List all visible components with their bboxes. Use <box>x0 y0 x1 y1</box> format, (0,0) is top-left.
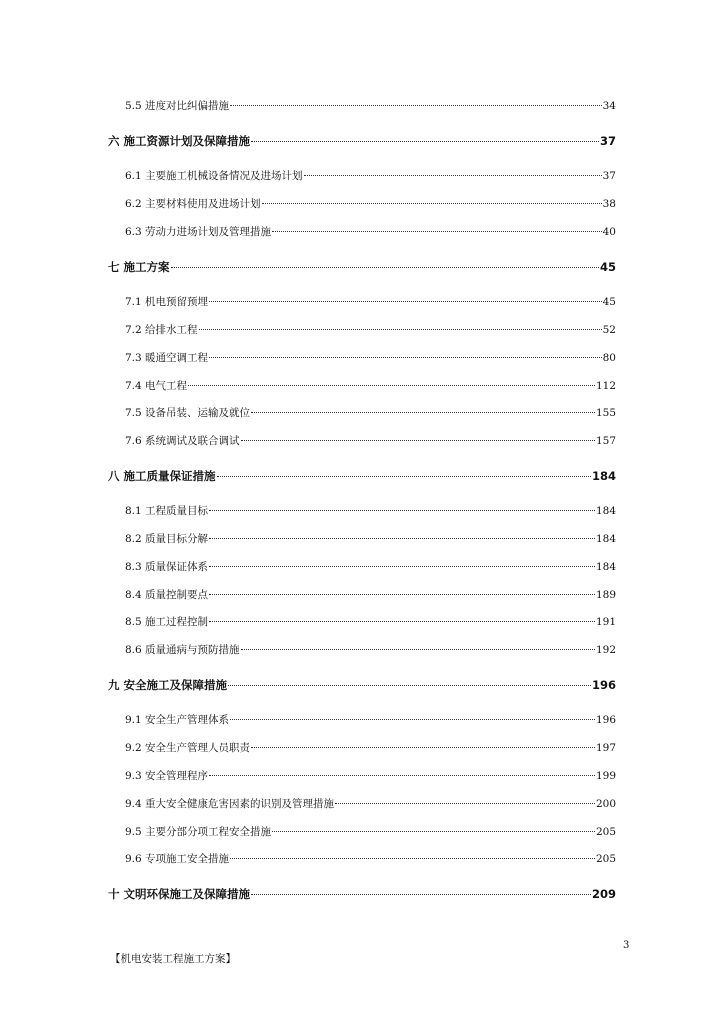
toc-entry[interactable] <box>125 824 616 842</box>
toc-entry[interactable] <box>125 740 616 758</box>
toc-chapter-page: 45 <box>599 260 616 274</box>
toc-chapter[interactable] <box>108 468 616 486</box>
toc-chapter[interactable] <box>108 886 616 904</box>
toc-entry[interactable] <box>125 350 616 368</box>
toc-chapter[interactable] <box>108 259 616 277</box>
toc-entry-title: 7.3 暖通空调工程 <box>125 352 209 364</box>
toc-entry-page: 205 <box>595 826 616 838</box>
toc-entry-title: 8.3 质量保证体系 <box>125 561 209 573</box>
toc-entry[interactable] <box>125 378 616 396</box>
toc-entry[interactable] <box>125 642 616 660</box>
dot-leader <box>209 566 595 567</box>
toc-entry-title: 9.6 专项施工安全措施 <box>125 853 230 865</box>
toc-entry-title: 6.2 主要材料使用及进场计划 <box>125 198 261 210</box>
toc-entry[interactable] <box>125 224 616 242</box>
dot-leader <box>209 621 595 622</box>
toc-entry-title: 9.2 安全生产管理人员职责 <box>125 742 251 754</box>
dot-leader <box>251 747 595 748</box>
dot-leader <box>251 412 595 413</box>
toc-entry-title: 7.4 电气工程 <box>125 380 188 392</box>
toc-entry-title: 8.2 质量目标分解 <box>125 533 209 545</box>
toc-chapter-title: 九 安全施工及保障措施 <box>108 678 228 692</box>
toc-entry[interactable] <box>125 559 616 577</box>
dot-leader <box>262 203 602 204</box>
toc-entry-page: 184 <box>595 505 616 517</box>
dot-leader <box>217 476 591 477</box>
toc-entry-page: 189 <box>595 589 616 601</box>
dot-leader <box>335 803 595 804</box>
toc-entry[interactable] <box>125 587 616 605</box>
toc-entry-page: 197 <box>595 742 616 754</box>
dot-leader <box>199 329 602 330</box>
toc-entry-page: 196 <box>595 714 616 726</box>
toc-chapter-title: 七 施工方案 <box>108 260 170 274</box>
toc-chapter[interactable] <box>108 677 616 695</box>
toc-entry-page: 200 <box>595 798 616 810</box>
dot-leader <box>209 775 595 776</box>
toc-entry[interactable] <box>125 433 616 451</box>
toc-entry[interactable] <box>125 531 616 549</box>
toc-entry-title: 7.6 系统调试及联合调试 <box>125 435 240 447</box>
toc-entry-page: 40 <box>602 226 616 238</box>
toc-entry-page: 52 <box>602 324 616 336</box>
toc-entry-title: 8.5 施工过程控制 <box>125 616 209 628</box>
toc-chapter-page: 209 <box>591 887 616 901</box>
dot-leader <box>251 894 591 895</box>
dot-leader <box>188 385 595 386</box>
toc-entry[interactable] <box>125 168 616 186</box>
toc-entry-page: 45 <box>602 296 616 308</box>
toc-chapter-title: 十 文明环保施工及保障措施 <box>108 887 251 901</box>
toc-entry-page: 157 <box>595 435 616 447</box>
toc-entry-title: 7.5 设备吊装、运输及就位 <box>125 407 251 419</box>
dot-leader <box>272 831 595 832</box>
toc-entry-title: 9.5 主要分部分项工程安全措施 <box>125 826 272 838</box>
toc-entry-page: 184 <box>595 561 616 573</box>
dot-leader <box>241 440 595 441</box>
dot-leader <box>209 301 602 302</box>
toc-chapter-title: 六 施工资源计划及保障措施 <box>108 134 251 148</box>
toc-entry-page: 191 <box>595 616 616 628</box>
toc-entry-page: 205 <box>595 853 616 865</box>
dot-leader <box>230 105 602 106</box>
toc-entry-page: 192 <box>595 644 616 656</box>
dot-leader <box>251 141 599 142</box>
toc-chapter-page: 196 <box>591 678 616 692</box>
toc-entry-title: 9.1 安全生产管理体系 <box>125 714 230 726</box>
toc-entry-title: 7.1 机电预留预埋 <box>125 296 209 308</box>
toc-entry-title: 9.3 安全管理程序 <box>125 770 209 782</box>
dot-leader <box>209 594 595 595</box>
toc-entry-page: 34 <box>602 100 616 112</box>
dot-leader <box>230 858 595 859</box>
toc-entry-title: 8.1 工程质量目标 <box>125 505 209 517</box>
toc-chapter-title: 八 施工质量保证措施 <box>108 469 216 483</box>
toc-entry[interactable] <box>125 712 616 730</box>
dot-leader <box>304 175 602 176</box>
toc-entry-title: 5.5 进度对比纠偏措施 <box>125 100 230 112</box>
toc-entry-title: 6.3 劳动力进场计划及管理措施 <box>125 226 272 238</box>
toc-chapter[interactable] <box>108 133 616 151</box>
toc-entry-page: 37 <box>602 170 616 182</box>
toc-entry-title: 7.2 给排水工程 <box>125 324 198 336</box>
toc-entry[interactable] <box>125 98 616 116</box>
toc-entry-page: 184 <box>595 533 616 545</box>
dot-leader <box>230 719 595 720</box>
toc-entry-page: 155 <box>595 407 616 419</box>
toc-entry[interactable] <box>125 796 616 814</box>
toc-entry[interactable] <box>125 768 616 786</box>
toc-entry[interactable] <box>125 294 616 312</box>
dot-leader <box>228 685 591 686</box>
toc-entry-title: 6.1 主要施工机械设备情况及进场计划 <box>125 170 303 182</box>
toc-entry-page: 80 <box>602 352 616 364</box>
dot-leader <box>209 538 595 539</box>
toc-entry-page: 199 <box>595 770 616 782</box>
dot-leader <box>272 231 602 232</box>
toc-entry[interactable] <box>125 503 616 521</box>
page-number: 3 <box>623 940 630 951</box>
toc-entry[interactable] <box>125 322 616 340</box>
document-footer: 【机电安装工程施工方案】 <box>110 953 236 965</box>
toc-chapter-page: 37 <box>599 134 616 148</box>
dot-leader <box>209 357 602 358</box>
toc-entry-title: 9.4 重大安全健康危害因素的识别及管理措施 <box>125 798 335 810</box>
toc-entry-page: 38 <box>602 198 616 210</box>
dot-leader <box>241 649 595 650</box>
toc-entry[interactable] <box>125 196 616 214</box>
toc-entry-page: 112 <box>595 380 616 392</box>
toc-entry-title: 8.6 质量通病与预防措施 <box>125 644 240 656</box>
toc-chapter-page: 184 <box>591 469 616 483</box>
dot-leader <box>171 267 599 268</box>
toc-entry[interactable] <box>125 851 616 869</box>
toc-entry-title: 8.4 质量控制要点 <box>125 589 209 601</box>
toc-entry[interactable] <box>125 405 616 423</box>
toc-entry[interactable] <box>125 614 616 632</box>
dot-leader <box>209 510 595 511</box>
